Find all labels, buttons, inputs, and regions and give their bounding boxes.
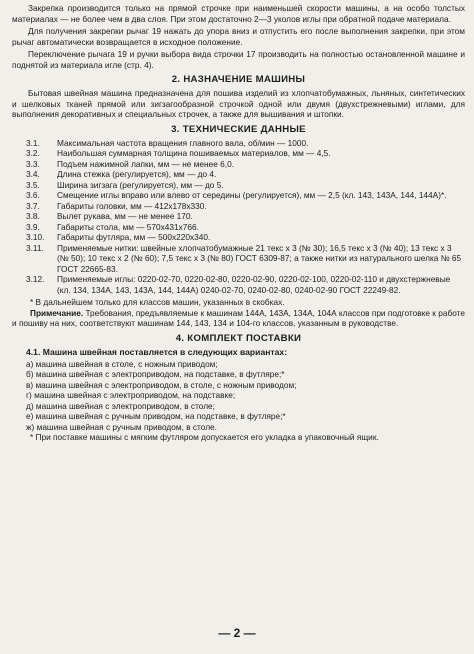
tech-item [12, 159, 465, 170]
item-number: 3.10. [26, 232, 45, 242]
variants-list [12, 359, 465, 433]
variant-item: г) машина швейная с электроприводом, на подставке; [26, 390, 236, 400]
tech-item [12, 222, 465, 233]
tech-item [12, 243, 465, 275]
intro-paragraph: Переключение рычага 19 и ручки выбора вида строчки 17 производить на полностью остановленной машине и поднятой из материала игле (стр. 4). [12, 49, 465, 70]
tech-item [12, 274, 465, 295]
item-text: Наибольшая суммарная толщина пошиваемых материалов, мм — 4,5. [57, 148, 331, 158]
note-paragraph [12, 308, 465, 329]
item-text: Максимальная частота вращения главного вала, об/мин — 1000. [57, 137, 309, 148]
item-number: 3.2. [26, 148, 40, 158]
item-text: Длина стежка (регулируется), мм — до 4. [57, 169, 217, 179]
section-3-heading: 3. ТЕХНИЧЕСКИЕ ДАННЫЕ [171, 123, 306, 135]
note-label: Примечание. [30, 307, 84, 318]
section-2-text: Бытовая швейная машина предназначена для пошива изделий из хлопчатобумажных, льняных, синтетических и шелковых тканей прямой или зигзагообразной строчкой одной или двумя (двухстрежневыми) иглами, для выполнения декоративных и специальных строчек, а также для вышивания и штопки. [12, 88, 465, 119]
footnote: * В дальнейшем только для классов машин, указанных в скобках. [30, 297, 285, 307]
intro-block [12, 3, 465, 70]
tech-item [12, 211, 465, 222]
variant-item: д) машина швейная с электроприводом, в столе; [26, 400, 215, 411]
intro-paragraph: Для получения закрепки рычаг 19 нажать до упора вниз и отпустить его после выполнения закрепки, при этом рычаг автоматически возвращается в исходное положение. [12, 26, 465, 47]
tech-item [12, 180, 465, 191]
item-text: Подъем нажимной лапки, мм — не менее 6,0. [57, 158, 234, 169]
tech-item [12, 148, 465, 159]
tech-item [12, 169, 465, 180]
item-number: 3.8. [26, 211, 40, 221]
variant-item: в) машина швейная с электроприводом, в столе, с ножным приводом; [26, 379, 297, 390]
item-number: 3.4. [26, 169, 40, 179]
item-number: 3.6. [26, 190, 40, 200]
tech-item [12, 201, 465, 212]
section-2-heading: 2. НАЗНАЧЕНИЕ МАШИНЫ [171, 74, 306, 85]
item-text: Габариты футляра, мм — 500х220х340. [57, 232, 211, 242]
note-text: Требования, предъявляемые к машинам 144А, 143А, 134А, 104А классов при подготовке к работе и пошиву на них, соответствуют машинам 144, 143, 134 и 104-го классов, указанным в руководстве. [12, 307, 465, 328]
item-text: Применяемые нитки: швейные хлопчатобумажные 21 текс х 3 (№ 30); 16,5 текс х 3 (№ 40); 13 текс х 3 (№ 50); 10 текс х 2 (№ 60); 7,5 текс х 3 (№ 80) ГОСТ 6309-87; а также нитки из натурального шелка № 65 ГОСТ 22665-83. [57, 242, 462, 274]
tech-item [12, 138, 465, 149]
tech-item [12, 232, 465, 243]
item-text: Габариты головки, мм — 412х178х330. [57, 200, 207, 211]
item-text: Ширина зигзага (регулируется), мм — до 5. [57, 179, 224, 190]
item-number: 3.7. [26, 200, 40, 211]
item-number: 3.3. [26, 158, 40, 169]
item-text: Вылет рукава, мм — не менее 170. [57, 211, 193, 221]
item-number: 3.5. [26, 179, 40, 190]
tech-item [12, 190, 465, 201]
variant-item: е) машина швейная с ручным приводом, на подставке, в футляре;* [26, 411, 286, 421]
intro-paragraph: Закрепка производится только на прямой строчке при наименьшей скорости машины, а на особо толстых материалах — не более чем в два слоя. При этом достаточно 2—3 уколов иглы при обратной подаче материала. [12, 3, 465, 24]
section-4-heading: 4. КОМПЛЕКТ ПОСТАВКИ [175, 332, 302, 344]
item-number: 3.1. [26, 137, 40, 148]
item-number: 3.12. [26, 274, 45, 284]
item-text: Смещение иглы вправо или влево от середины (регулируется), мм — 2,5 (кл. 143, 143А, 144, 144А)*. [57, 190, 447, 200]
item-text: Габариты стола, мм — 570х431х766. [57, 221, 199, 232]
delivery-footnote: * При поставке машины с мягким футляром допускается его укладка в упаковочный ящик. [30, 432, 379, 442]
page-number: — 2 — [218, 626, 256, 640]
section-4-subtitle: 4.1. Машина швейная поставляется в следующих вариантах: [26, 346, 288, 357]
tech-data-list [12, 138, 465, 296]
variant-item: а) машина швейная в столе, с ножным приводом; [26, 358, 218, 369]
item-number: 3.11. [26, 242, 44, 253]
variant-item: ж) машина швейная с ручным приводом, в столе. [26, 421, 217, 432]
item-number: 3.9. [26, 221, 40, 232]
item-text: Применяемые иглы: 0220-02-70, 0220-02-80, 0220-02-90, 0220-02-100, 0220-02-110 и двухстержневые (кл. 134, 134А, 143, 143А, 144, 144А) 0240-02-70, 0240-02-80, 0240-02-90 ГОСТ 22249-82. [57, 274, 451, 295]
variant-item: б) машина швейная с электроприводом, на подставке, в футляре;* [26, 369, 285, 379]
